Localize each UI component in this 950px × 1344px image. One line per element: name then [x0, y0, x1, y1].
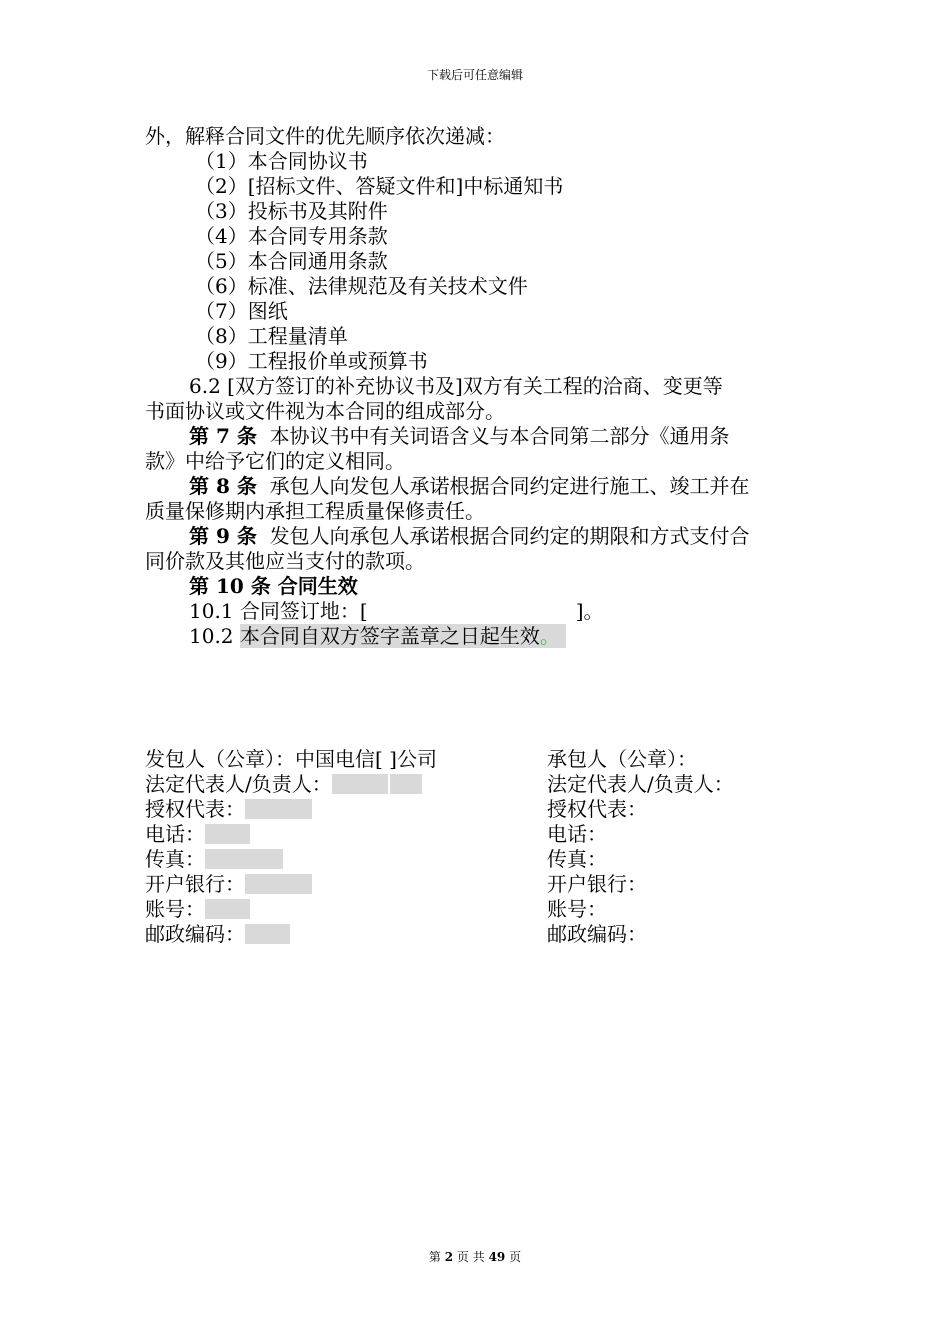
employer-postcode-label: 邮政编码： — [145, 922, 245, 946]
employer-agent-label: 授权代表： — [145, 797, 245, 821]
employer-rep-label: 法定代表人/负责人： — [145, 772, 332, 796]
employer-postcode-row — [145, 922, 437, 947]
clause-10-2 — [145, 624, 810, 649]
list-item: （8）工程量清单 — [195, 324, 348, 348]
employer-account-label: 账号： — [145, 897, 205, 921]
contractor-bank: 开户银行： — [547, 872, 647, 896]
clause-10-1-prefix: 10.1 合同签订地：[ — [189, 599, 368, 623]
contractor-signature-block — [547, 747, 734, 947]
list-item: （4）本合同专用条款 — [195, 224, 388, 248]
employer-account-field[interactable] — [205, 899, 250, 919]
list-item: （9）工程报价单或预算书 — [195, 349, 428, 373]
list-item: （3）投标书及其附件 — [195, 199, 388, 223]
article-9-line2: 同价款及其他应当支付的款项。 — [145, 549, 425, 573]
employer-fax-label: 传真： — [145, 847, 205, 871]
contractor-phone: 电话： — [547, 822, 607, 846]
clause-6-2-line1: 6.2 [双方签订的补充协议书及]双方有关工程的洽商、变更等 — [189, 374, 723, 398]
contractor-fax: 传真： — [547, 847, 607, 871]
employer-signature-block — [145, 747, 437, 947]
employer-bank-label: 开户银行： — [145, 872, 245, 896]
contractor-rep: 法定代表人/负责人： — [547, 772, 734, 796]
clause-10-1 — [145, 599, 810, 624]
article-7-line1 — [145, 424, 810, 449]
clause-10-2-text: 本合同自双方签字盖章之日起生效 — [239, 624, 540, 648]
article-9-line1 — [145, 524, 810, 549]
page-footer — [0, 1248, 950, 1265]
article-8-text: 承包人向发包人承诺根据合同约定进行施工、竣工并在 — [269, 474, 750, 498]
article-8-line2: 质量保修期内承担工程质量保修责任。 — [145, 499, 485, 523]
article-7-label: 第 7 条 — [189, 424, 257, 448]
contractor-party: 承包人（公章）： — [547, 747, 697, 771]
employer-fax-field[interactable] — [205, 849, 283, 869]
employer-rep-field[interactable] — [332, 774, 388, 794]
article-9-label: 第 9 条 — [189, 524, 257, 548]
article-7-line2: 款》中给予它们的定义相同。 — [145, 449, 405, 473]
clause-10-2-prefix: 10.2 — [189, 624, 240, 648]
contractor-postcode: 邮政编码： — [547, 922, 647, 946]
clause-10-2-highlight — [240, 624, 566, 648]
employer-fax-row — [145, 847, 437, 872]
footer-suffix: 页 — [509, 1250, 522, 1264]
list-item: （5）本合同通用条款 — [195, 249, 388, 273]
footer-total-pages: 49 — [488, 1250, 506, 1264]
employer-agent-field[interactable] — [245, 799, 312, 819]
employer-postcode-field[interactable] — [245, 924, 290, 944]
employer-phone-field[interactable] — [205, 824, 250, 844]
intro-line: 外，解释合同文件的优先顺序依次递减： — [145, 124, 505, 148]
list-item: （7）图纸 — [195, 299, 288, 323]
document-body — [145, 124, 810, 649]
clause-10-2-end: 。 — [539, 624, 560, 648]
employer-party: 发包人（公章）：中国电信[ ]公司 — [145, 747, 437, 771]
employer-bank-row — [145, 872, 437, 897]
employer-phone-label: 电话： — [145, 822, 205, 846]
article-7-text: 本协议书中有关词语含义与本合同第二部分《通用条 — [269, 424, 730, 448]
contractor-account: 账号： — [547, 897, 607, 921]
list-item: （2）[招标文件、答疑文件和]中标通知书 — [195, 174, 564, 198]
employer-phone-row — [145, 822, 437, 847]
footer-middle: 页 共 — [456, 1250, 485, 1264]
footer-prefix: 第 — [428, 1250, 441, 1264]
list-item: （6）标准、法律规范及有关技术文件 — [195, 274, 528, 298]
clause-6-2-line2: 书面协议或文件视为本合同的组成部分。 — [145, 399, 505, 423]
footer-page-number: 2 — [444, 1250, 454, 1264]
article-8-line1 — [145, 474, 810, 499]
employer-account-row — [145, 897, 437, 922]
clause-10-1-suffix: ]。 — [575, 599, 604, 623]
contractor-agent: 授权代表： — [547, 797, 647, 821]
article-8-label: 第 8 条 — [189, 474, 257, 498]
list-item: （1）本合同协议书 — [195, 149, 368, 173]
employer-bank-field[interactable] — [245, 874, 312, 894]
employer-rep-row — [145, 772, 437, 797]
employer-agent-row — [145, 797, 437, 822]
employer-rep-field-extra[interactable] — [390, 774, 422, 794]
signing-place-field[interactable] — [368, 601, 576, 621]
article-9-text: 发包人向承包人承诺根据合同约定的期限和方式支付合 — [269, 524, 750, 548]
page-header: 下载后可任意编辑 — [426, 68, 523, 82]
article-10-heading: 第 10 条 合同生效 — [189, 574, 358, 598]
